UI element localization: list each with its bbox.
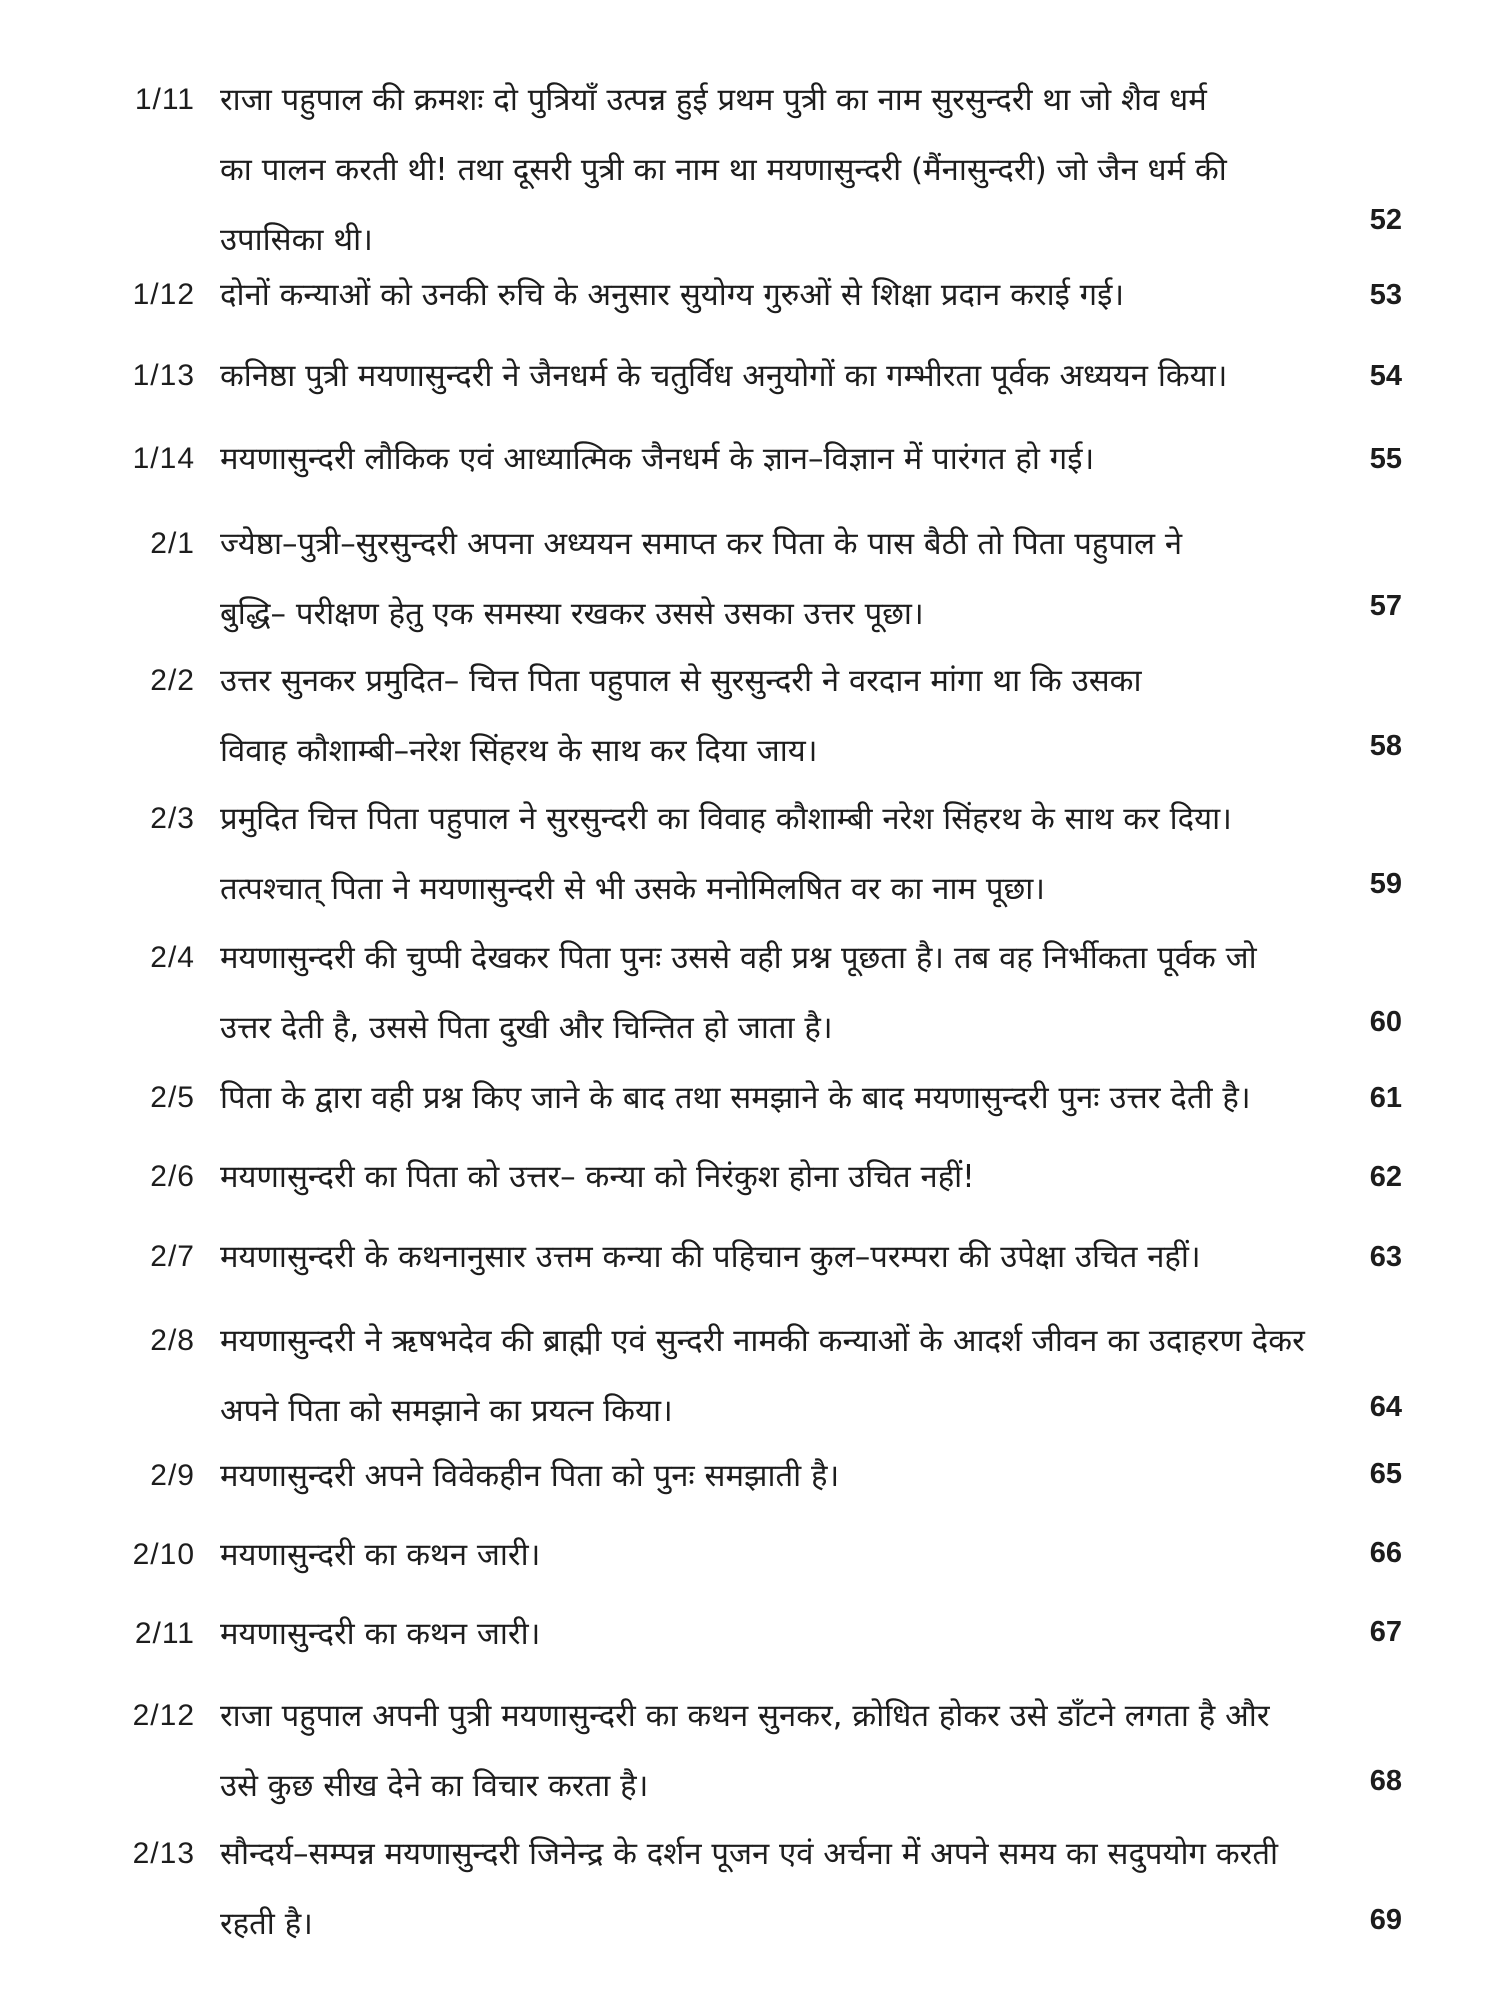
entry-page-number: 66 [1369,1537,1402,1569]
entry-line: मयणासुन्दरी लौकिक एवं आध्यात्मिक जैनधर्म के ज्ञान–विज्ञान में पारंगत हो गई। [220,441,1095,477]
entry-page-number: 61 [1369,1082,1402,1114]
entry-line: सौन्दर्य–सम्पन्न मयणासुन्दरी जिनेन्द्र के दर्शन पूजन एवं अर्चना में अपने समय का सदुपयोग करती [220,1836,1279,1872]
entry-description [220,923,1350,1063]
entry-line: पिता के द्वारा वही प्रश्न किए जाने के बाद तथा समझाने के बाद मयणासुन्दरी पुनः उत्तर देती है। [220,1080,1251,1116]
entry-description [220,784,1350,924]
entry-description [220,509,1350,649]
entry-line: विवाह कौशाम्बी–नरेश सिंहरथ के साथ कर दिया जाय। [220,733,818,769]
entry-description [220,260,1350,330]
entry-page-number: 59 [1369,868,1402,900]
entry-page-number: 58 [1369,730,1402,762]
entry-description [220,1681,1350,1821]
entry-line: प्रमुदित चित्त पिता पहुपाल ने सुरसुन्दरी का विवाह कौशाम्बी नरेश सिंहरथ के साथ कर दिया। [220,801,1232,837]
entry-number: 2/11 [134,1617,195,1650]
entry-number: 2/8 [150,1324,195,1357]
entry-number: 2/13 [132,1837,195,1870]
entry-line: कनिष्ठा पुत्री मयणासुन्दरी ने जैनधर्म के चतुर्विध अनुयोगों का गम्भीरता पूर्वक अध्ययन किया। [220,358,1228,394]
entry-line: रहती है। [220,1906,313,1942]
entry-line: मयणासुन्दरी का कथन जारी। [220,1537,541,1573]
entry-number: 2/2 [150,664,195,697]
entry-page-number: 63 [1369,1241,1402,1273]
entry-number: 2/5 [150,1081,195,1114]
entry-page-number: 62 [1369,1161,1402,1193]
entry-line: उत्तर सुनकर प्रमुदित– चित्त पिता पहुपाल से सुरसुन्दरी ने वरदान मांगा था कि उसका [220,663,1142,699]
entry-line: का पालन करती थी! तथा दूसरी पुत्री का नाम था मयणासुन्दरी (मैंनासुन्दरी) जो जैन धर्म की [220,152,1227,188]
entry-page-number: 69 [1369,1904,1402,1936]
entry-line: दोनों कन्याओं को उनकी रुचि के अनुसार सुयोग्य गुरुओं से शिक्षा प्रदान कराई गई। [220,277,1125,313]
entry-number: 2/6 [150,1160,195,1193]
entry-line: तत्पश्चात् पिता ने मयणासुन्दरी से भी उसके मनोमिलषित वर का नाम पूछा। [220,871,1046,907]
entry-page-number: 60 [1369,1006,1402,1038]
entry-number: 1/13 [132,359,195,392]
entry-line: राजा पहुपाल अपनी पुत्री मयणासुन्दरी का कथन सुनकर, क्रोधित होकर उसे डाँटने लगता है और [220,1698,1270,1734]
entry-description [220,1142,1350,1212]
entry-line: मयणासुन्दरी ने ऋषभदेव की ब्राह्मी एवं सुन्दरी नामकी कन्याओं के आदर्श जीवन का उदाहरण देकर [220,1323,1305,1359]
entry-number: 2/12 [132,1699,195,1732]
entry-number: 2/4 [150,941,195,974]
entry-page-number: 65 [1369,1458,1402,1490]
entry-description [220,65,1350,275]
entry-description [220,341,1350,411]
entry-line: उत्तर देती है, उससे पिता दुखी और चिन्तित हो जाता है। [220,1010,833,1046]
entry-description [220,646,1350,786]
entry-line: मयणासुन्दरी के कथनानुसार उत्तम कन्या की पहिचान कुल–परम्परा की उपेक्षा उचित नहीं। [220,1239,1201,1275]
entry-description [220,1222,1350,1292]
entry-description [220,1063,1350,1133]
entry-number: 2/3 [150,802,195,835]
entry-number: 2/10 [132,1538,195,1571]
entry-number: 2/7 [150,1240,195,1273]
entry-number: 1/12 [132,278,195,311]
entry-line: ज्येष्ठा–पुत्री–सुरसुन्दरी अपना अध्ययन समाप्त कर पिता के पास बैठी तो पिता पहुपाल ने [220,526,1183,562]
entry-line: अपने पिता को समझाने का प्रयत्न किया। [220,1393,673,1429]
entry-line: मयणासुन्दरी की चुप्पी देखकर पिता पुनः उससे वही प्रश्न पूछता है। तब वह निर्भीकता पूर्वक जो [220,940,1257,976]
entry-number: 1/14 [132,442,195,475]
entry-line: मयणासुन्दरी अपने विवेकहीन पिता को पुनः समझाती है। [220,1458,840,1494]
entry-description [220,1441,1350,1511]
entry-line: उसे कुछ सीख देने का विचार करता है। [220,1768,649,1804]
entry-line: बुद्धि– परीक्षण हेतु एक समस्या रखकर उससे उसका उत्तर पूछा। [220,596,924,632]
entry-page-number: 67 [1369,1616,1402,1648]
entry-line: मयणासुन्दरी का कथन जारी। [220,1616,541,1652]
entry-number: 1/11 [134,83,195,116]
entry-page-number: 55 [1369,443,1402,475]
entry-line: उपासिका थी। [220,222,373,258]
entry-page-number: 64 [1369,1391,1402,1423]
entry-page-number: 52 [1369,204,1402,236]
entry-description [220,1520,1350,1590]
entry-page-number: 54 [1369,360,1402,392]
entry-line: राजा पहुपाल की क्रमशः दो पुत्रियाँ उत्पन्न हुई प्रथम पुत्री का नाम सुरसुन्दरी था जो शैव धर्म [220,82,1207,118]
entry-line: मयणासुन्दरी का पिता को उत्तर– कन्या को निरंकुश होना उचित नहीं! [220,1159,975,1195]
entry-page-number: 53 [1369,279,1402,311]
entry-description [220,1306,1350,1446]
entry-description [220,1599,1350,1669]
entry-number: 2/9 [150,1459,195,1492]
entry-page-number: 57 [1369,590,1402,622]
entry-description [220,424,1350,494]
entry-description [220,1819,1350,1959]
entry-page-number: 68 [1369,1765,1402,1797]
entry-number: 2/1 [150,527,195,560]
